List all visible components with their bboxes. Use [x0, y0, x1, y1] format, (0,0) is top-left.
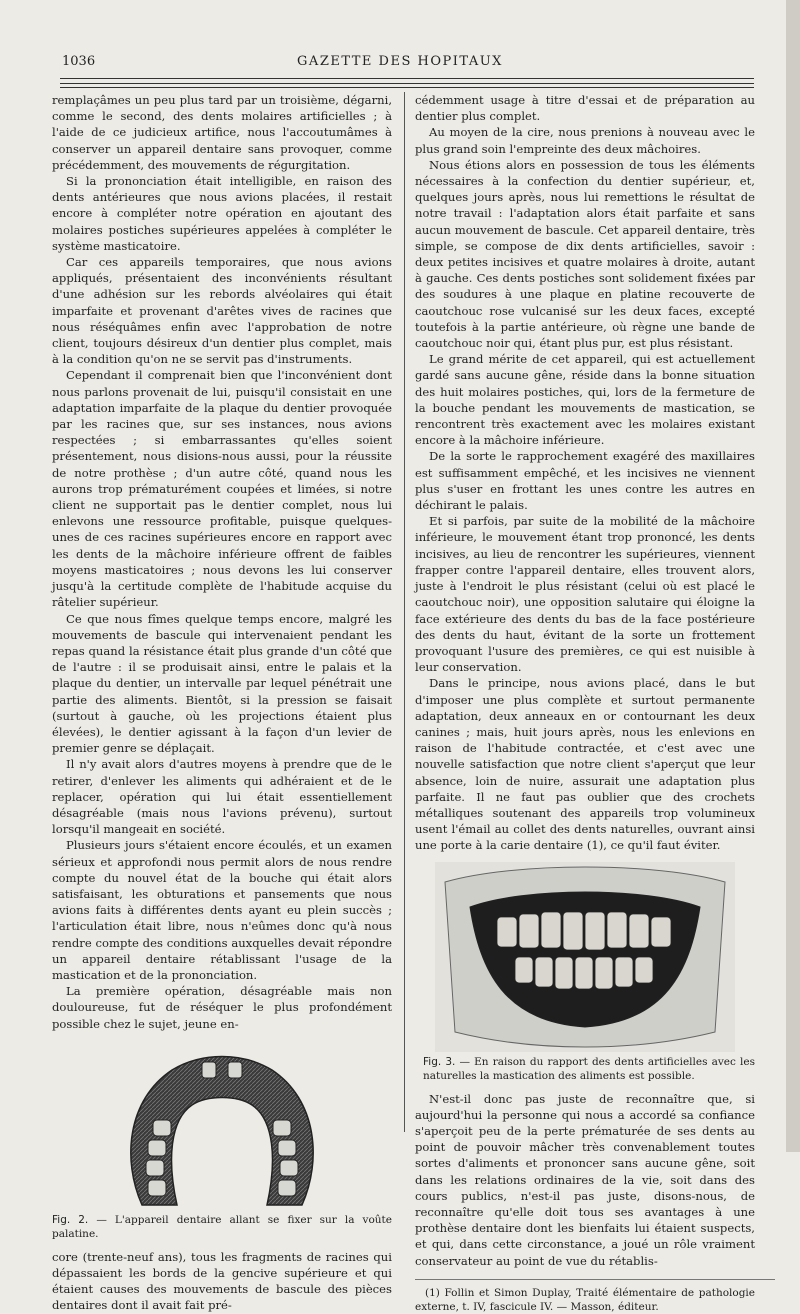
footnote-rule — [415, 1279, 775, 1280]
header-rule — [60, 78, 754, 79]
header-rule — [60, 83, 754, 84]
paragraph: Le grand mérite de cet appareil, qui est actuellement gardé sans aucune gêne, réside dans la bonne situation des huit molaires postiches, qui, lors de la fermeture de la bouche pendant les mouvements de mastication, se rencontrent très exactement avec les molaires existant encore à la mâchoire inférieure. — [415, 352, 755, 448]
column-divider — [404, 92, 405, 1132]
paragraph: Il n'y avait alors d'autres moyens à prendre que de le retirer, d'enlever les aliments qui adhéraient et de le replacer, opération qui lui était essentiellement désagréable (mais nous l'avions prévenu), surtout lorsqu'il mangeait en société. — [52, 757, 392, 837]
paragraph: cédemment usage à titre d'essai et de préparation au dentier plus complet. — [415, 93, 755, 124]
paragraph: N'est-il donc pas juste de reconnaître que, si aujourd'hui la personne qui nous a accordé sa confiance s'aperçoit peu de la perte prématurée de ses dents au point de pouvoir mâcher très convenablement toutes sortes d'aliments et prononcer sans aucune gêne, soit dans les relations ordinaires de la vie, soit dans des cours publics, n'est-il pas juste, disons-nous, de reconnaître qu'elle doit tous ses avantages à une prothèse dentaire dont les bienfaits lui étaient suspects, et qui, dans cette circonstance, a joué un rôle vraiment conservateur au point de vue du rétablis- — [415, 1091, 755, 1268]
right-column — [415, 92, 755, 1314]
paragraph: Et si parfois, par suite de la mobilité de la mâchoire inférieure, le mouvement étant trop prononcé, les dents incisives, au lieu de rencontrer les supérieures, viennent frapper contre l'appareil dentaire, elles trouvent alors, juste à l'endroit le plus résistant (celui où est placé le caoutchouc noir), une opposition salutaire qui éloigne la face extérieure des dents du bas de la face postérieure des dents du haut, évitant de la sorte un frottement provoquant l'usure des premières, ce qui est nuisible à leur conservation. — [415, 514, 755, 675]
figure-3-mouth — [415, 862, 755, 1083]
running-title: GAZETTE DES HOPITAUX — [297, 54, 503, 69]
paragraph: Ce que nous fîmes quelque temps encore, malgré les mouvements de bascule qui intervenaient pendant les repas quand la résistance était plus grande d'un côté que de l'autre : il se produisait ainsi, entre le palais et la plaque du dentier, un intervalle par lequel pénétrait une partie des aliments. Bientôt, si la pression se faisait (surtout à gauche, où les projections étaient plus élevées), le dentier agissant à la façon d'un levier de premier genre se déplaçait. — [52, 611, 392, 756]
figure-label: Fig. 3. — [423, 1055, 456, 1068]
figure-label: Fig. 2. — [52, 1213, 89, 1226]
paragraph: Dans le principe, nous avions placé, dans le but d'imposer une plus complète et surtout permanente adaptation, deux anneaux en or contournant les deux canines ; mais, huit jours après, nous les enlevions en raison de l'habitude contractée, et c'est avec une nouvelle satisfaction que notre client s'aperçut que leur absence, loin de nuire, assurait une adaptation plus parfaite. Il ne faut pas oublier que des crochets métalliques soutenant des appareils trop volumineux usent l'émail au collet des dents naturelles, ouvrant ainsi une porte à la carie dentaire (1), ce qu'il faut éviter. — [415, 676, 755, 853]
paragraph: Si la prononciation était intelligible, en raison des dents antérieures que nous avions placées, il restait encore à compléter notre opération en ajoutant des molaires postiches supérieures appelées à compléter le système masticatoire. — [52, 174, 392, 253]
mouth-illustration — [435, 862, 735, 1052]
paragraph: Car ces appareils temporaires, que nous avions appliqués, présentaient des inconvénients résultant d'une adhésion sur les rebords alvéolaires qui était imparfaite et provenant d'arêtes vives de racines que nous réséquâmes enfin avec l'approbation de notre client, toujours désireux d'un dentier plus complet, mais à la condition qu'on ne se servit pas d'instruments. — [52, 255, 392, 367]
paragraph: Cependant il comprenait bien que l'inconvénient dont nous parlons provenait de lui, puisqu'il consistait en une adaptation imparfaite de la plaque du dentier provoquée par les racines que, sur ses instances, nous avions respectées ; si embarrassantes qu'elles soient présentement, nous disions-nous aussi, pour la réussite de notre prothèse ; d'un autre côté, quand nous les aurons trop prématurément coupées et limées, si notre client ne supportait pas le dentier complet, nous lui enlevons une ressource profitable, puisque quelques-unes de ces racines supérieures encore en rapport avec les dents de la mâchoire inférieure offrent de faibles moyens masticatoires ; nous devons les lui conserver jusqu'à la certitude complète de l'habitude acquise du râtelier supérieur. — [52, 368, 392, 610]
paragraph: core (trente-neuf ans), tous les fragments de racines qui dépassaient les bords de la gencive supérieure et qui étaient causes des mouvements de bascule des pièces dentaires dont il avait fait pré- — [52, 1249, 392, 1313]
paragraph: Nous étions alors en possession de tous les éléments nécessaires à la confection du dentier supérieur, et, quelques jours après, nous lui remettions le résultat de notre travail : l'adaptation alors était parfaite et sans aucun mouvement de bascule. Cet appareil dentaire, très simple, se compose de dix dents artificielles, savoir : deux petites incisives et quatre molaires à droite, autant à gauche. Ces dents postiches sont solidement fixées par des soudures à une plaque en platine recouverte de caoutchouc rose vulcanisé sur les deux faces, excepté toutefois à la partie antérieure, où règne une bande de caoutchouc noir qui, étant plus pur, est plus résistant. — [415, 157, 755, 351]
paragraph: remplaçâmes un peu plus tard par un troisième, dégarni, comme le second, des dents molaires artificielles ; à l'aide de ce judicieux artifice, nous l'accoutumâmes à conserver un appareil dentaire sans provoquer, comme précédemment, des mouvements de régurgitation. — [52, 93, 392, 172]
figure-caption-text: — L'appareil dentaire allant se fixer sur la voûte palatine. — [52, 1213, 392, 1240]
figure-caption-text: — En raison du rapport des dents artificielles avec les naturelles la mastication des aliments est possible. — [423, 1055, 755, 1082]
page-edge-shadow — [786, 0, 800, 1152]
footnote: (1) Follin et Simon Duplay, Traité élémentaire de pathologie externe, t. IV, fascicule IV. — Masson, éditeur. — [415, 1286, 755, 1313]
figure-caption — [52, 1213, 392, 1241]
dental-plate-illustration — [52, 1040, 392, 1210]
figure-2-dental-plate — [52, 1040, 392, 1241]
paragraph: La première opération, désagréable mais non douloureuse, fut de réséquer le plus profondément possible chez le sujet, jeune en- — [52, 984, 392, 1031]
figure-caption — [415, 1055, 755, 1083]
left-column — [52, 92, 392, 1314]
paragraph: De la sorte le rapprochement exagéré des maxillaires est suffisamment empêché, et les incisives ne viennent plus s'user en frottant les unes contre les autres en déchirant le palais. — [415, 449, 755, 513]
paragraph: Plusieurs jours s'étaient encore écoulés, et un examen sérieux et approfondi nous permit alors de nous rendre compte du nouvel état de la bouche qui était alors satisfaisant, les obturations et pansements que nous avions faits à différentes dents ayant eu plein succès ; l'articulation était libre, nous n'eûmes donc qu'à nous rendre compte des conditions auxquelles devait répondre un appareil dentaire rétablissant l'usage de la mastication et de la prononciation. — [52, 838, 392, 982]
header-rule — [60, 87, 754, 88]
paragraph: Au moyen de la cire, nous prenions à nouveau avec le plus grand soin l'empreinte des deux mâchoires. — [415, 125, 755, 156]
page-number: 1036 — [62, 54, 96, 69]
